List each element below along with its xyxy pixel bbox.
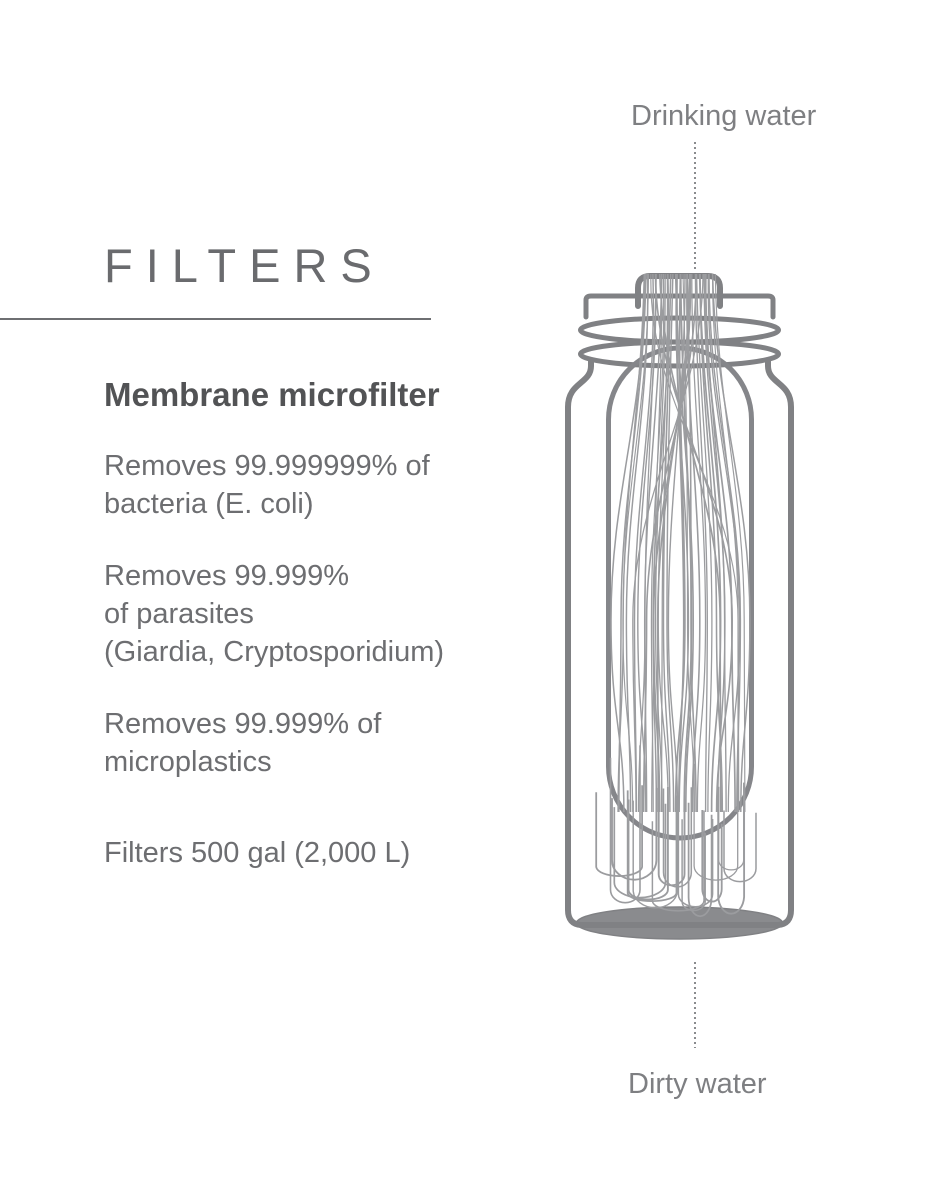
dirty-water-label: Dirty water (628, 1068, 767, 1100)
section-heading: Membrane microfilter (104, 376, 440, 413)
bullet-capacity (104, 834, 410, 872)
bullet-line: microplastics (104, 746, 272, 778)
bullet-line: Filters 500 gal (2,000 L) (104, 837, 411, 869)
dirty-water-dotted-line (694, 962, 696, 1048)
bullet-line: bacteria (E. coli) (104, 488, 314, 520)
bullet-line: Removes 99.999999% of (104, 450, 430, 482)
bullet-line: of parasites (104, 598, 254, 630)
bullet-parasites (104, 557, 444, 671)
fiber-loop (659, 803, 685, 885)
bullet-line: Removes 99.999% (104, 560, 350, 592)
page-title: FILTERS (104, 239, 385, 292)
filter-bottle-illustration (540, 260, 928, 960)
drinking-water-dotted-line (694, 142, 696, 272)
bullet-bacteria (104, 447, 430, 523)
fiber-loop (694, 764, 738, 880)
bullet-line: (Giardia, Cryptosporidium) (104, 636, 445, 668)
bullet-line: Removes 99.999% of (104, 708, 382, 740)
drinking-water-label: Drinking water (631, 100, 817, 132)
fiber-loop (678, 811, 712, 907)
title-underline-rule (0, 318, 431, 320)
fiber-strands (611, 274, 750, 812)
bullet-microplastics (104, 705, 381, 781)
